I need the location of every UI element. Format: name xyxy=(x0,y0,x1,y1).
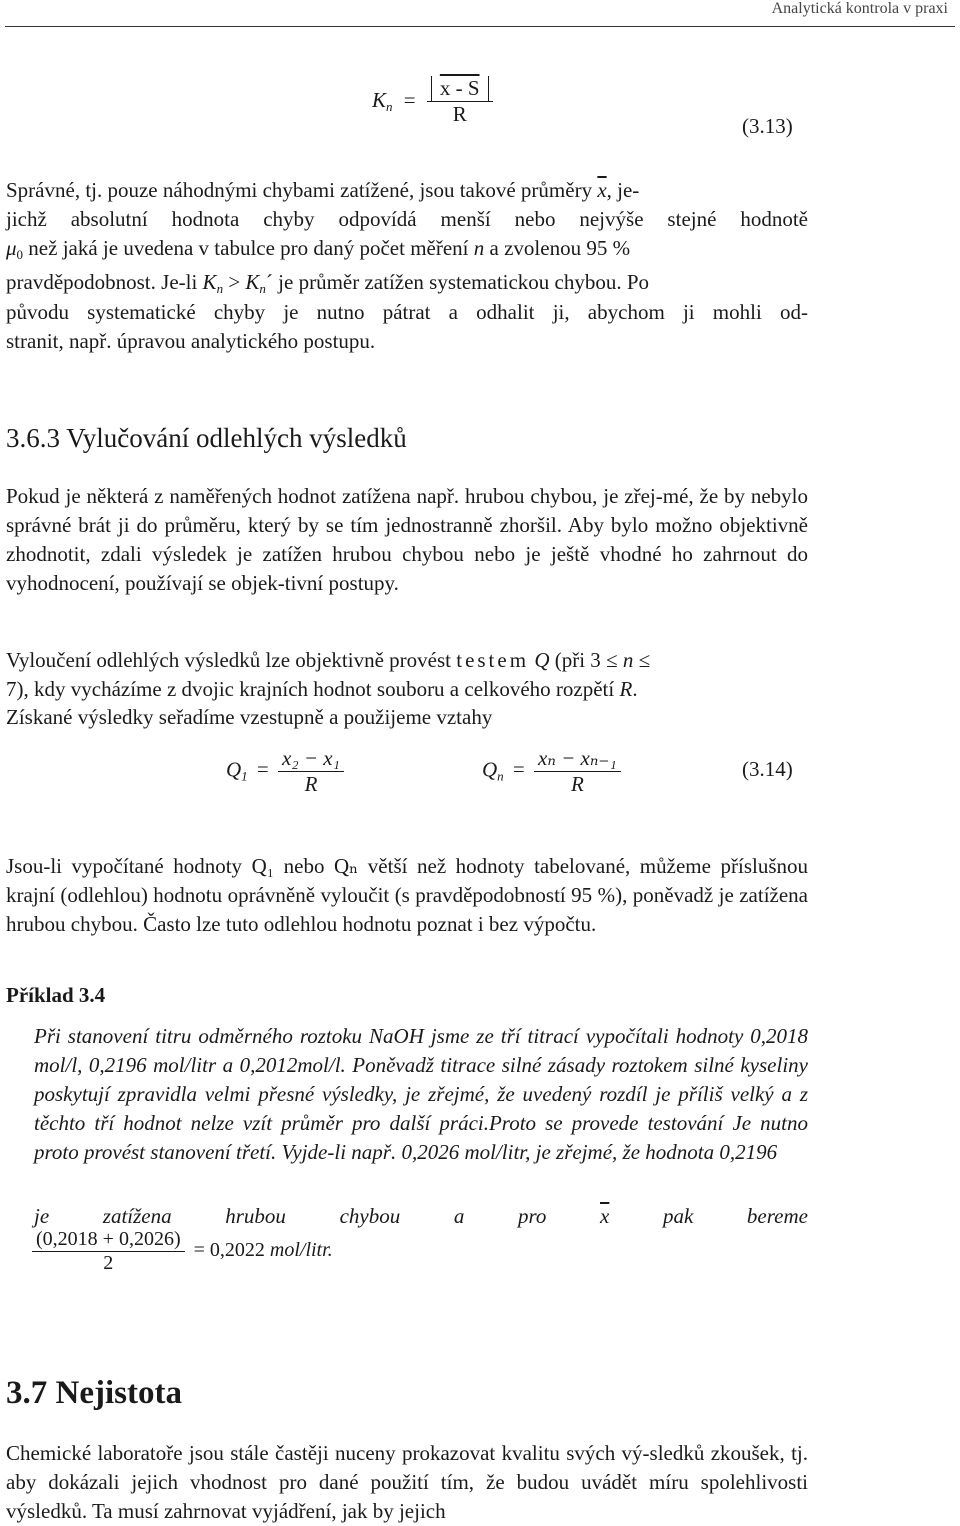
equation-3-13 xyxy=(372,76,493,127)
mu-symbol: μ xyxy=(6,236,17,260)
para2: Pokud je některá z naměřených hodnot zatížena např. hrubou chybou, je zřej-mé, že by nebylo správné brát ji do průměru, který by se tím jednostranně zhoršil. Aby bylo možno objektivně zhodnotit, zdali výsledek je zatížen hrubou chybou nebo je ještě vhodné ho zahrnout do vyhodnocení, používají se objek-tivní postupy. xyxy=(6,484,808,595)
equation-q1: $Q_1$ = $\frac{\text{x₂ − x₁}}{R}$ xyxy=(226,746,344,797)
q1-fraction: $\frac{\text{x₂ − x₁}}{R}$ xyxy=(278,746,344,797)
para1-line2: jichž absolutní hodnota chyby odpovídá menší nebo nejvýše stejné hodnotě xyxy=(6,207,808,231)
section-heading-3-7: 3.7 Nejistota xyxy=(6,1375,182,1411)
eq-fraction xyxy=(427,76,493,127)
header-rule xyxy=(5,26,955,27)
average-fraction: $\frac{(0,2018 + 0,2026)}{2}$ xyxy=(32,1228,185,1275)
eq-equals: = xyxy=(403,88,416,112)
example-title: Příklad 3.4 xyxy=(6,983,106,1007)
para1-line6: stranit, např. úpravou analytického postupu. xyxy=(6,329,376,353)
para1-line5: původu systematické chyby je nutno pátrat a odhalit ji, abychom ji mohli od- xyxy=(6,300,808,324)
equation-qn: $Q_n$ = $\frac{\text{xₙ − xₙ₋₁}}{R}$ xyxy=(482,746,621,797)
para3-line2: 7), kdy vycházíme z dvojic krajních hodnot souboru a celkového rozpětí R. xyxy=(6,677,638,701)
para3-line3: Získané výsledky seřadíme vzestupně a použijeme vztahy xyxy=(6,705,493,729)
para4: Jsou-li vypočítané hodnoty Q₁ nebo Qₙ větší než hodnoty tabelované, můžeme příslušnou krajní (odlehlou) hodnotu oprávněně vyloučit (s pravděpodobností 95 %), poněvadž je zatížena hrubou chybou. Často lze tuto odlehlou hodnotu poznat i bez výpočtu. xyxy=(6,854,808,936)
average-result: = 0,2022 xyxy=(193,1239,265,1262)
para1-line1: Správné, tj. pouze náhodnými chybami zatížené, jsou takové průměry $\overline{x}$, je- xyxy=(6,178,640,202)
eq-k-sub: n xyxy=(386,99,393,114)
eq-k: K xyxy=(372,88,387,112)
para5: Chemické laboratoře jsou stále častěji nuceny prokazovat kvalitu svých vý-sledků zkoušek, tj. aby dokázali jejich vhodnost pro dané použití tím, že budou uvádět míru spolehlivosti výsledků. Ta musí zahrnovat vyjádření, jak by jejich xyxy=(6,1441,808,1523)
eq-denominator: R xyxy=(427,101,493,127)
para3-line1: Vyloučení odlehlých výsledků lze objektivně provést testem Q (při 3 ≤ n ≤ xyxy=(6,648,651,672)
example-text: Při stanovení titru odměrného roztoku NaOH jsme ze tří titrací vypočítali hodnoty 0,2018 mol/l, 0,2196 mol/litr a 0,2012mol/l. Poněvadž titrace silné zásady roztokem silné kyseliny poskytují zpravidla velmi přesné výsledky, je zřejmé, že uvedený rozdíl je příliš velký a z těchto tří hodnot nelze vzít průměr pro další práci.Proto se provede testování Je nutno proto provést stanovení třetí. Vyjde-li např. 0,2026 mol/litr, je zřejmé, že hodnota 0,2196 xyxy=(34,1024,808,1164)
x-bar: $\overline{x}$ xyxy=(597,178,607,202)
para1-line4: pravděpodobnost. Je-li $K_n$ > $K_n´$ je průměr zatížen systematickou chybou. Po xyxy=(6,270,650,296)
example-last-line: je zatížena hrubou chybou a pro $\overline{x}$ pak bereme xyxy=(34,1202,808,1231)
average-unit: mol/litr. xyxy=(269,1239,333,1262)
eq-3-14-number: (3.14) xyxy=(742,757,793,781)
example-average-formula xyxy=(32,1228,333,1275)
section-heading-3-6-3: 3.6.3 Vylučování odlehlých výsledků xyxy=(6,423,407,453)
x-bar-2: $\overline{x}$ xyxy=(600,1204,610,1228)
qn-fraction: $\frac{\text{xₙ − xₙ₋₁}}{R}$ xyxy=(534,746,621,797)
test-word: testem xyxy=(456,648,530,672)
eq-numerator: x - S xyxy=(431,76,489,101)
running-header: Analytická kontrola v praxi xyxy=(771,0,948,17)
para1-line3: $\mu_0$ než jaká je uvedena v tabulce pro daný počet měření n a zvolenou 95 % xyxy=(6,236,631,262)
eq-3-13-number: (3.13) xyxy=(742,114,793,138)
